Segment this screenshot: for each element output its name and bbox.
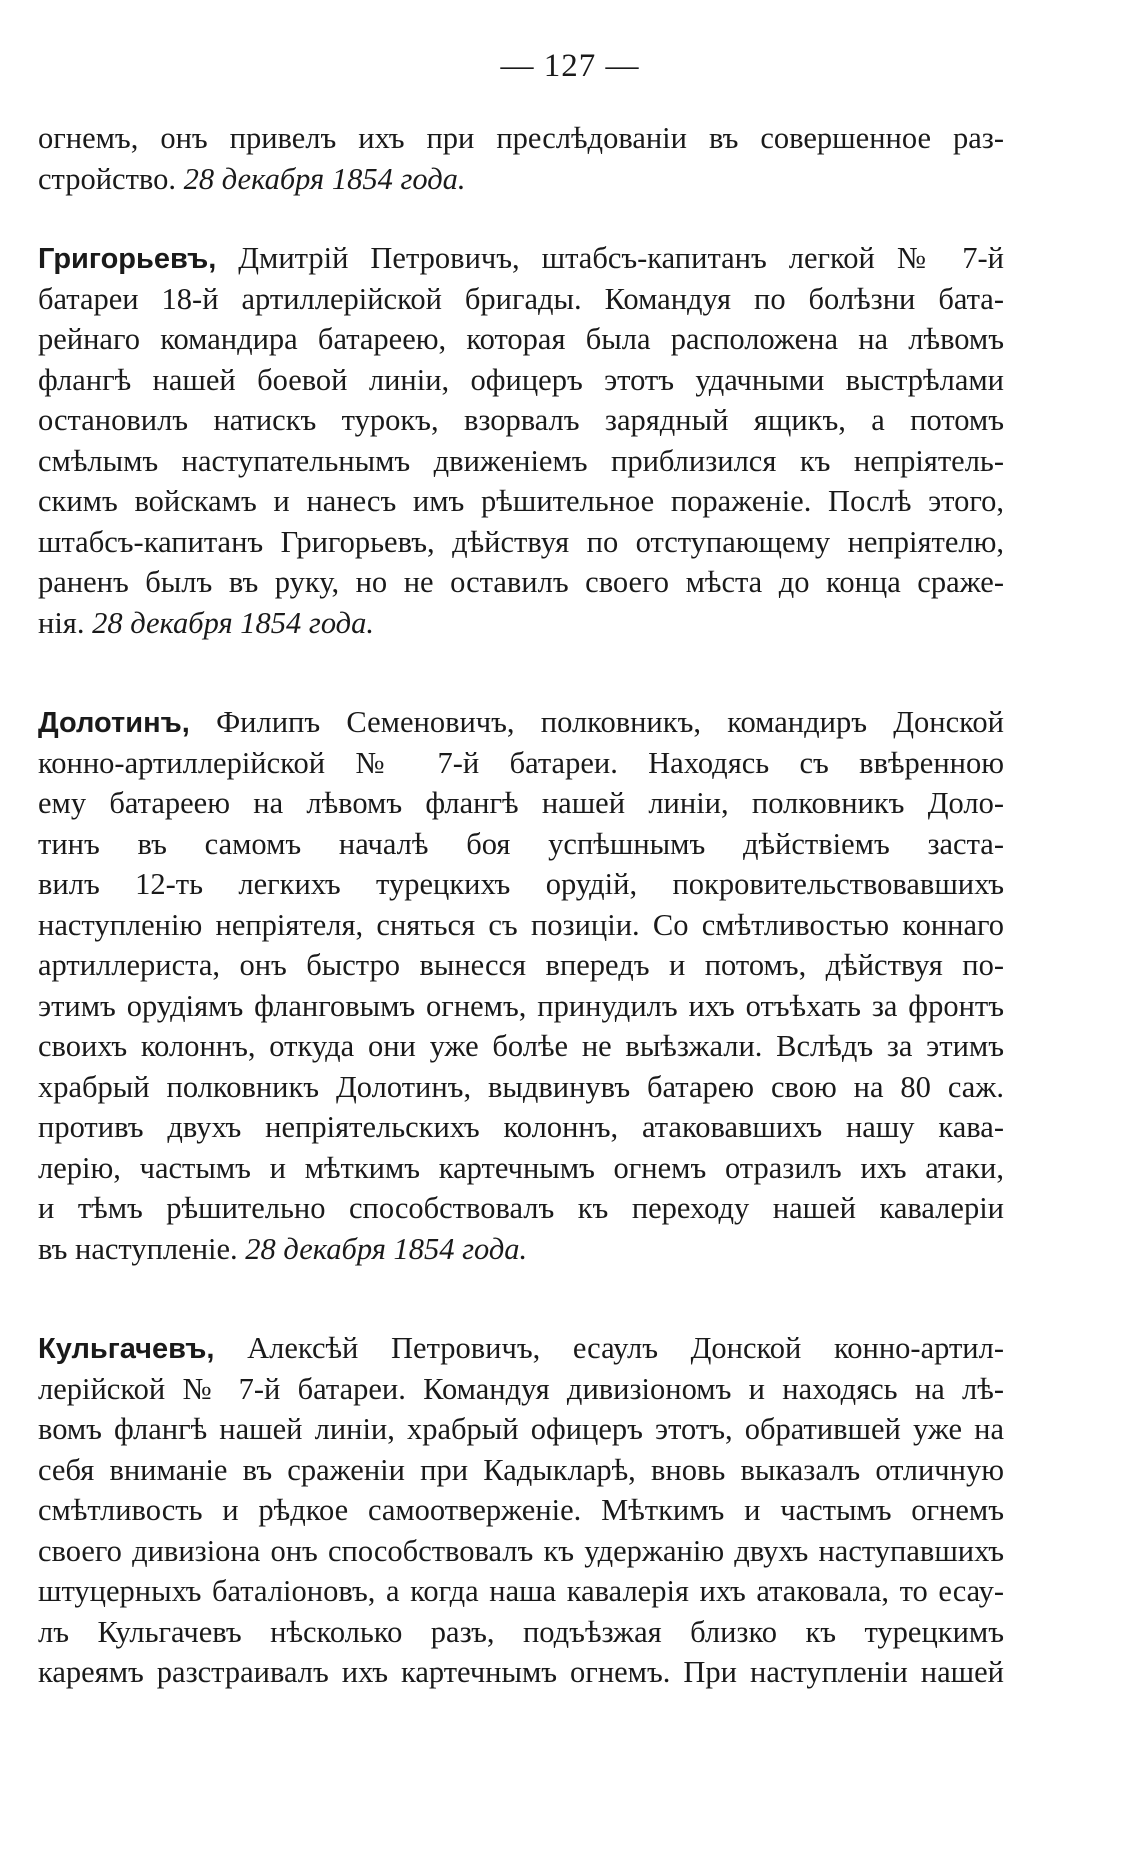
text-line: кареямъ разстраивалъ ихъ картечнымъ огнемъ. При наступленіи нашей xyxy=(38,1655,1004,1689)
text-line: тинъ въ самомъ началѣ боя успѣшнымъ дѣйствіемъ заста- xyxy=(38,826,1004,861)
text-line-first xyxy=(38,702,1004,743)
paragraph-kulgachev xyxy=(38,1328,1004,1693)
text-line: храбрый полковникъ Долотинъ, выдвинувъ батарею свою на 80 саж. xyxy=(38,1069,1004,1104)
text-line: лерію, частымъ и мѣткимъ картечнымъ огнемъ отразилъ ихъ атаки, xyxy=(38,1150,1004,1185)
text-line: смѣтливость и рѣдкое самоотверженіе. Мѣткимъ и частымъ огнемъ xyxy=(38,1493,1004,1527)
date: 28 декабря 1854 года. xyxy=(183,161,466,196)
text-line: штуцерныхъ баталіоновъ, а когда наша кавалерія ихъ атаковала, то есау- xyxy=(38,1574,1004,1608)
line-text: Дмитрій Петровичъ, штабсъ-капитанъ легкой № 7-й xyxy=(238,241,1005,275)
text-line: лъ Кульгачевъ нѣсколько разъ, подъѣзжая близко къ турецкимъ xyxy=(38,1614,1004,1649)
line-text: въ наступленіе. xyxy=(38,1231,238,1266)
text-line: флангѣ нашей боевой линіи, офицеръ этотъ удачными выстрѣлами xyxy=(38,362,1004,397)
text-line: себя вниманіе въ сраженіи при Кадыкларѣ, вновь выказалъ отличную xyxy=(38,1452,1004,1487)
surname: Долотинъ, xyxy=(38,707,190,739)
text-line-last xyxy=(38,159,1004,200)
text-line-last xyxy=(38,603,1004,644)
line-text: стройство. xyxy=(38,161,176,196)
line-text: Алексѣй Петровичъ, есаулъ Донской конно-артил- xyxy=(247,1331,1005,1365)
text-line: артиллериста, онъ быстро вынесся впередъ и потомъ, дѣйствуя по- xyxy=(38,948,1004,982)
text-line: своихъ колоннъ, откуда они уже болѣе не выѣзжали. Вслѣдъ за этимъ xyxy=(38,1029,1004,1063)
text-line: вилъ 12-ть легкихъ турецкихъ орудій, покровительствовавшихъ xyxy=(38,867,1004,901)
line-text: Филипъ Семеновичъ, полковникъ, командиръ Донской xyxy=(216,705,1005,739)
text-line: рейнаго командира батареею, которая была расположена на лѣвомъ xyxy=(38,322,1004,356)
text-line: остановилъ натискъ турокъ, взорвалъ зарядный ящикъ, а потомъ xyxy=(38,403,1004,437)
text-line: своего дивизіона онъ способствовалъ къ удержанію двухъ наступавшихъ xyxy=(38,1533,1004,1568)
text-line: штабсъ-капитанъ Григорьевъ, дѣйствуя по отступающему непріятелю, xyxy=(38,524,1004,559)
line-text: нія. xyxy=(38,605,85,640)
text-line: противъ двухъ непріятельскихъ колоннъ, атаковавшихъ нашу кава- xyxy=(38,1110,1004,1144)
text-line: скимъ войскамъ и нанесъ имъ рѣшительное пораженіе. Послѣ этого, xyxy=(38,484,1004,518)
page-number: — 127 — xyxy=(500,48,640,84)
paragraph-grigoriev xyxy=(38,238,1004,643)
paragraph-continuation xyxy=(38,118,1004,199)
paragraph-dolotin xyxy=(38,702,1004,1269)
text-line: лерійской № 7-й батареи. Командуя дивизіономъ и находясь на лѣ- xyxy=(38,1371,1004,1406)
text-line-first xyxy=(38,238,1004,279)
text-line: и тѣмъ рѣшительно способствовалъ къ переходу нашей кавалеріи xyxy=(38,1191,1004,1225)
date: 28 декабря 1854 года. xyxy=(92,605,374,640)
text-line-first xyxy=(38,1328,1004,1369)
text-line: наступленію непріятеля, сняться съ позиціи. Со смѣтливостью коннаго xyxy=(38,907,1004,942)
text-line: огнемъ, онъ привелъ ихъ при преслѣдованіи въ совершенное раз- xyxy=(38,121,1004,155)
text-line: конно-артиллерійской № 7-й батареи. Находясь съ ввѣренною xyxy=(38,745,1004,780)
date: 28 декабря 1854 года. xyxy=(245,1231,528,1266)
text-line: ему батареею на лѣвомъ флангѣ нашей линіи, полковникъ Доло- xyxy=(38,786,1004,820)
text-line: этимъ орудіямъ фланговымъ огнемъ, принудилъ ихъ отъѣхать за фронтъ xyxy=(38,988,1004,1023)
surname: Кульгачевъ, xyxy=(38,1333,215,1365)
surname: Григорьевъ, xyxy=(38,243,217,275)
text-line-last xyxy=(38,1229,1004,1270)
text-line: смѣлымъ наступательнымъ движеніемъ приблизился къ непріятель- xyxy=(38,443,1004,478)
text-line: раненъ былъ въ руку, но не оставилъ своего мѣста до конца сраже- xyxy=(38,565,1004,599)
text-line: вомъ флангѣ нашей линіи, храбрый офицеръ этотъ, обратившей уже на xyxy=(38,1412,1004,1446)
text-line: батареи 18-й артиллерійской бригады. Командуя по болѣзни бата- xyxy=(38,281,1004,316)
